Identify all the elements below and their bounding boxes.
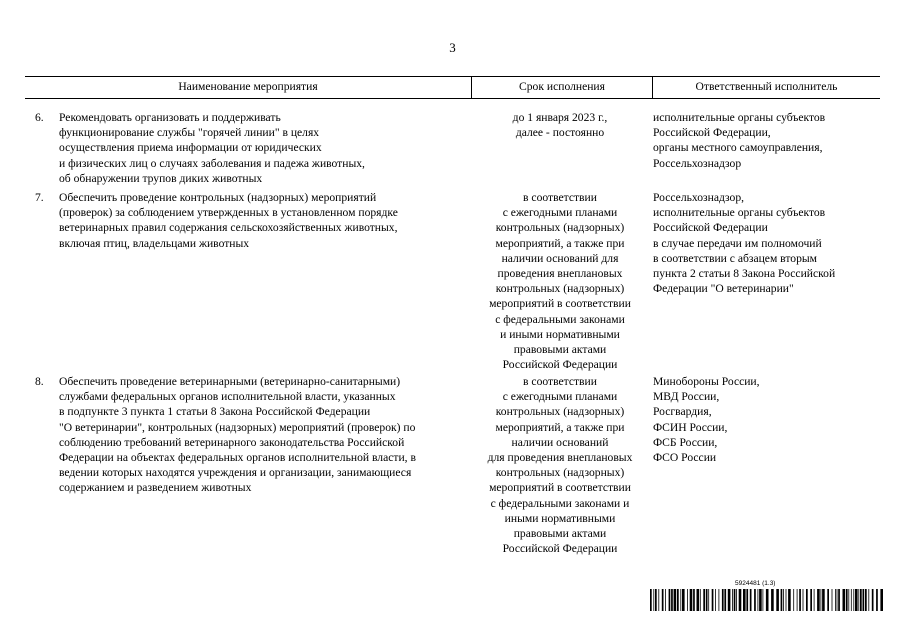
barcode-bar [739, 589, 742, 611]
barcode-bar [868, 589, 869, 611]
barcode-label: 5924481 (1.3) [735, 580, 776, 587]
text-line: Обеспечить проведение контрольных (надзорных) мероприятий [59, 191, 377, 204]
header-responsible: Ответственный исполнитель [695, 80, 838, 93]
text-line: контрольных (надзорных) [495, 466, 625, 480]
text-line: Рекомендовать организовать и поддерживать [59, 111, 281, 124]
text-line: контрольных (надзорных) [495, 282, 625, 296]
barcode [650, 589, 884, 611]
barcode-bar [722, 589, 724, 611]
text-line: и иными нормативными [500, 327, 620, 341]
barcode-bar [665, 589, 666, 611]
barcode-bar [858, 589, 859, 611]
barcode-bar [783, 589, 784, 611]
barcode-bar [781, 589, 783, 611]
header-deadline: Срок исполнения [519, 80, 605, 93]
barcode-bar [690, 589, 693, 611]
text-line: до 1 января 2023 г., [512, 111, 608, 124]
text-line: с ежегодными планами [502, 206, 618, 220]
barcode-bar [662, 589, 664, 611]
barcode-bar [763, 589, 764, 611]
barcode-bar [827, 589, 829, 611]
text-line: наличии оснований [511, 435, 609, 449]
activity-name [59, 110, 464, 186]
barcode-bar [669, 589, 671, 611]
barcode-bar [712, 589, 714, 611]
barcode-bar [758, 589, 759, 611]
deadline [470, 374, 650, 556]
text-line: соблюдению требований ветеринарного законодательства Российской [59, 435, 405, 449]
barcode-bar [822, 589, 825, 611]
text-line: Федерации "О ветеринарии" [653, 282, 794, 296]
text-line: далее - постоянно [515, 126, 605, 140]
text-line: Россельхознадзор [653, 156, 742, 170]
text-line: Российской Федерации [502, 358, 618, 372]
row-number: 8. [35, 375, 44, 388]
barcode-bar [658, 589, 659, 611]
barcode-bar [750, 589, 752, 611]
barcode-bar [680, 589, 681, 611]
barcode-bar [832, 589, 833, 611]
text-line: в подпункте 3 пункта 1 статьи 8 Закона Российской Федерации [59, 405, 371, 419]
text-line: Российской Федерации [653, 221, 768, 235]
barcode-bar [724, 589, 726, 611]
text-line: ФСО России [653, 451, 717, 465]
header-activity-name: Наименование мероприятия [178, 80, 318, 93]
text-line: наличии оснований для [501, 251, 619, 265]
barcode-bar [693, 589, 695, 611]
barcode-bar [743, 589, 746, 611]
activity-name [59, 190, 464, 251]
barcode-bar [838, 589, 840, 611]
barcode-bar [734, 589, 736, 611]
text-line: Российской Федерации [502, 542, 618, 556]
page-number: 3 [449, 40, 456, 55]
text-line: мероприятий в соответствии [489, 297, 631, 311]
text-line: исполнительные органы субъектов [653, 206, 826, 220]
barcode-bar [655, 589, 657, 611]
text-line: мероприятий в соответствии [489, 481, 631, 495]
barcode-bar [732, 589, 733, 611]
barcode-bar [650, 589, 652, 611]
barcode-bar [865, 589, 867, 611]
responsible [653, 374, 888, 465]
barcode-bar [788, 589, 791, 611]
text-line: "О ветеринарии", контрольных (надзорных) мероприятий (проверок) по [59, 420, 416, 434]
barcode-bar [706, 589, 708, 611]
barcode-bar [728, 589, 731, 611]
barcode-bar [803, 589, 804, 611]
text-line: с ежегодными планами [502, 390, 618, 404]
text-line: Минобороны России, [653, 375, 760, 388]
text-line: в соответствии [523, 191, 597, 204]
barcode-bar [754, 589, 756, 611]
barcode-bar [793, 589, 794, 611]
barcode-bar [848, 589, 849, 611]
text-line: об обнаружении трупов диких животных [59, 171, 263, 185]
text-line: Россельхознадзор, [653, 191, 745, 204]
text-line: Российской Федерации, [653, 126, 771, 140]
text-line: осуществления приема информации от юридических [59, 141, 322, 155]
deadline [470, 190, 650, 372]
text-line: с федеральными законами и [490, 496, 630, 510]
text-line: (проверок) за соблюдением утвержденных в установленном порядке [59, 206, 398, 220]
barcode-bar [786, 589, 787, 611]
row-number: 7. [35, 191, 44, 204]
text-line: контрольных (надзорных) [495, 221, 625, 235]
text-line: пункта 2 статьи 8 Закона Российской [653, 267, 836, 281]
barcode-bar [846, 589, 848, 611]
barcode-bar [814, 589, 815, 611]
text-line: контрольных (надзорных) [495, 405, 625, 419]
barcode-bar [766, 589, 769, 611]
barcode-bar [797, 589, 798, 611]
barcode-bar [715, 589, 716, 611]
barcode-bar [835, 589, 836, 611]
barcode-bar [860, 589, 862, 611]
text-line: правовыми актами [513, 527, 607, 541]
barcode-bar [700, 589, 701, 611]
text-line: в соответствии с абзацем вторым [653, 251, 817, 265]
text-line: с федеральными законами [495, 312, 625, 326]
row-number: 6. [35, 111, 44, 124]
text-line: в случае передачи им полномочий [653, 236, 822, 250]
text-line: и физических лиц о случаях заболевания и падежа животных, [59, 156, 365, 170]
barcode-bar [855, 589, 858, 611]
text-line: службами федеральных органов исполнительной власти, указанных [59, 390, 396, 404]
barcode-bar [746, 589, 748, 611]
text-line: функционирование службы "горячей линии" в целях [59, 126, 320, 140]
barcode-bar [810, 589, 812, 611]
barcode-bar [821, 589, 822, 611]
text-line: Федерации на объектах федеральных органов исполнительной власти, в [59, 451, 416, 465]
responsible [653, 190, 888, 296]
barcode-bar [703, 589, 705, 611]
barcode-bar [682, 589, 685, 611]
barcode-bar [671, 589, 673, 611]
barcode-bar [872, 589, 874, 611]
barcode-bar [799, 589, 801, 611]
barcode-bar [759, 589, 762, 611]
text-line: для проведения внеплановых [487, 451, 633, 465]
barcode-bar [674, 589, 677, 611]
barcode-bar [863, 589, 865, 611]
barcode-bar [843, 589, 846, 611]
text-line: ветеринарных правил содержания сельскохозяйственных животных, [59, 221, 398, 235]
barcode-bar [837, 589, 838, 611]
barcode-bar [697, 589, 700, 611]
text-line: мероприятий, а также при [495, 420, 625, 434]
barcode-bar [719, 589, 720, 611]
table-header [25, 76, 880, 99]
barcode-bar [708, 589, 709, 611]
text-line: иными нормативными [504, 511, 616, 525]
barcode-bar [880, 589, 883, 611]
text-line: мероприятий, а также при [495, 236, 625, 250]
barcode-bar [853, 589, 854, 611]
activity-name [59, 374, 464, 496]
text-line: ФСИН России, [653, 420, 728, 434]
text-line: ФСБ России, [653, 435, 718, 449]
text-line: содержанием и разведением животных [59, 481, 252, 495]
barcode-bar [771, 589, 774, 611]
barcode-bar [851, 589, 852, 611]
barcode-bar [876, 589, 878, 611]
barcode-bar [806, 589, 808, 611]
text-line: проведения внеплановых [497, 267, 623, 281]
text-line: Росгвардия, [653, 405, 712, 419]
text-line: в соответствии [523, 375, 597, 388]
text-line: МВД России, [653, 390, 720, 404]
text-line: исполнительные органы субъектов [653, 111, 826, 124]
barcode-bar [653, 589, 654, 611]
responsible [653, 110, 888, 171]
barcode-bar [736, 589, 737, 611]
text-line: ведении которых находятся учреждения и организации, занимающиеся [59, 466, 412, 480]
deadline [470, 110, 650, 140]
barcode-bar [677, 589, 679, 611]
text-line: включая птиц, владельцами животных [59, 236, 250, 250]
text-line: правовыми актами [513, 343, 607, 357]
text-line: органы местного самоуправления, [653, 141, 823, 155]
barcode-bar [776, 589, 779, 611]
text-line: Обеспечить проведение ветеринарными (ветеринарно-санитарными) [59, 375, 401, 388]
barcode-bar [687, 589, 688, 611]
barcode-bar [817, 589, 820, 611]
